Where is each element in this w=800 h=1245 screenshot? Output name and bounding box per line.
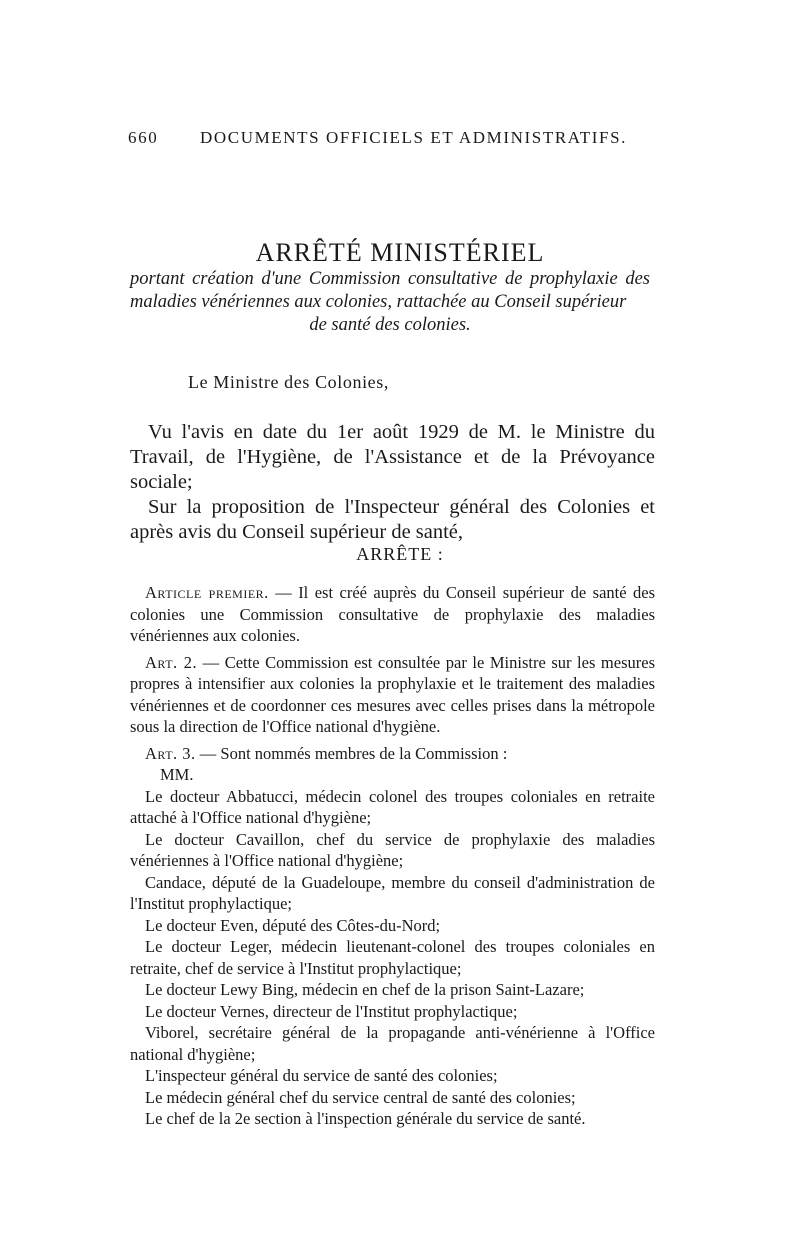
arrete-heading: ARRÊTE :: [356, 544, 444, 564]
subtitle: [130, 268, 650, 337]
minister-line: Le Ministre des Colonies,: [188, 372, 389, 392]
article-label: Art. 3.: [145, 743, 196, 763]
article-text: — Sont nommés membres de la Commission :: [195, 743, 508, 763]
subtitle-line: portant création d'une Commission consultative de prophylaxie des maladies vénériennes aux colonies, rattachée au Conseil supérieur: [130, 269, 650, 312]
member-item: L'inspecteur général du service de santé des colonies;: [145, 1066, 498, 1085]
preamble: [130, 420, 655, 545]
page-title: ARRÊTÉ MINISTÉRIEL: [255, 238, 545, 267]
running-title: DOCUMENTS OFFICIELS ET ADMINISTRATIFS.: [200, 128, 627, 147]
preamble-paragraph: Sur la proposition de l'Inspecteur général des Colonies et après avis du Conseil supérieur de santé,: [130, 496, 655, 543]
member-item: Le docteur Abbatucci, médecin colonel des troupes coloniales en retraite attaché à l'Office national d'hygiène;: [130, 786, 655, 827]
article-text: — Cette Commission est consultée par le Ministre sur les mesures propres à intensifier aux colonies la prophylaxie et le traitement des maladies vénériennes et de coordonner ces mesures avec celles prises dans la métropole sous la direction de l'Office national d'hygiène.: [130, 652, 655, 736]
subtitle-line: de santé des colonies.: [309, 315, 471, 335]
member-item: Le docteur Leger, médecin lieutenant-colonel des troupes coloniales en retraite, chef de service à l'Institut prophylactique;: [130, 937, 655, 978]
article-1: [130, 582, 655, 647]
member-item: Le docteur Even, député des Côtes-du-Nord;: [145, 915, 441, 935]
members-list: [130, 764, 655, 1130]
member-item: Le docteur Cavaillon, chef du service de prophylaxie des maladies vénériennes à l'Office national d'hygiène;: [130, 829, 655, 870]
article-label: Art. 2.: [145, 652, 198, 672]
preamble-paragraph: Vu l'avis en date du 1er août 1929 de M. le Ministre du Travail, de l'Hygiène, de l'Assistance et de la Prévoyance sociale;: [130, 421, 655, 493]
member-item: Le docteur Vernes, directeur de l'Institut prophylactique;: [145, 1001, 518, 1021]
articles: [130, 582, 655, 1130]
article-label: Article premier.: [145, 583, 269, 602]
member-item: Le médecin général chef du service central de santé des colonies;: [145, 1087, 576, 1107]
member-item: Le docteur Lewy Bing, médecin en chef de la prison Saint-Lazare;: [145, 980, 585, 999]
member-item: Candace, député de la Guadeloupe, membre du conseil d'administration de l'Institut prophylactique;: [130, 872, 655, 913]
article-2: [130, 652, 655, 738]
member-item: Viborel, secrétaire général de la propagande anti-vénérienne à l'Office national d'hygiène;: [130, 1023, 655, 1064]
page-number: 660: [128, 128, 159, 147]
members-heading: MM.: [160, 765, 194, 784]
article-3: [130, 743, 655, 765]
member-item: Le chef de la 2e section à l'inspection générale du service de santé.: [145, 1109, 586, 1128]
article-text: — Il est créé auprès du Conseil supérieur de santé des colonies une Commission consultative de prophylaxie des maladies vénériennes aux colonies.: [130, 583, 655, 645]
